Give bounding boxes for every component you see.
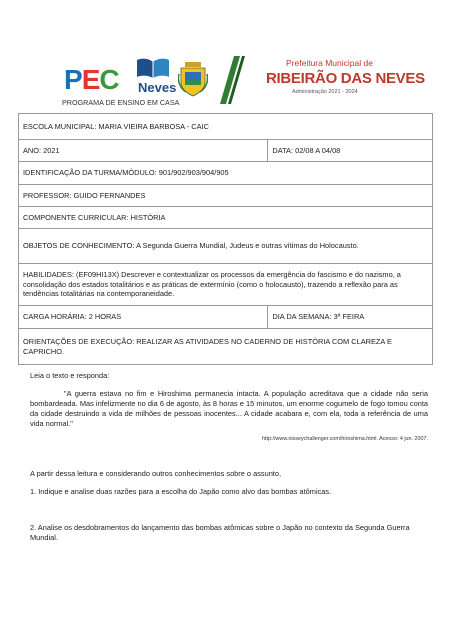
question-1: 1. Indique e analise duas razões para a escolha do Japão como alvo das bombas atômicas.: [30, 487, 332, 497]
quote-source: http://www.nisseychallenger.com/hiroshima.html. Acesso: 4 jun. 2007.: [262, 435, 428, 442]
professor-cell: PROFESSOR: GUIDO FERNANDES: [19, 185, 433, 207]
school-info-table: [18, 113, 433, 365]
row-carga-dia: [19, 306, 433, 329]
carga-cell: CARGA HORÁRIA: 2 HORAS: [19, 306, 268, 329]
divider-slash-icon: [218, 56, 246, 104]
pec-letter-p: P: [64, 64, 82, 95]
orientacoes-cell: ORIENTAÇÕES DE EXECUÇÃO: REALIZAR AS ATIVIDADES NO CADERNO DE HISTÓRIA COM CLAREZA E CAPRICHO.: [19, 329, 433, 365]
reading-section: [30, 371, 428, 543]
city-crest-icon: [178, 62, 208, 98]
row-turma: [19, 162, 433, 185]
reading-instruction: Leia o texto e responda:: [30, 371, 110, 380]
open-book-icon: [136, 57, 170, 79]
data-cell: DATA: 02/08 A 04/08: [268, 140, 433, 162]
row-ano-data: [19, 140, 433, 162]
row-orientacoes: [19, 329, 433, 365]
prefeitura-city: RIBEIRÃO DAS NEVES: [266, 70, 425, 87]
questions-intro: A partir dessa leitura e considerando outros conhecimentos sobre o assunto,: [30, 469, 282, 479]
escola-cell: ESCOLA MUNICIPAL: MARIA VIEIRA BARBOSA - CAIC: [19, 114, 433, 140]
pec-subtitle: PROGRAMA DE ENSINO EM CASA: [62, 98, 180, 107]
dia-cell: DIA DA SEMANA: 3ª FEIRA: [268, 306, 433, 329]
row-habilidades: [19, 264, 433, 306]
hiroshima-quote: "A guerra estava no fim e Hiroshima permanecia intacta. A população acreditava que a cidade não seria bombardeada. Mas infelizmente no dia 6 de agosto, às 8 horas e 15 minutos, um enorme cogumelo de fogo tomou conta da cidade destruindo a vida de milhões de pessoas inocentes... A cidade acabara e, com ela, toda a referência de uma vida normal.": [30, 388, 428, 428]
pec-letter-c: C: [99, 64, 119, 95]
pec-letter-e: E: [81, 64, 100, 95]
prefeitura-admin: Administração 2021 - 2024: [292, 89, 358, 95]
ano-cell: ANO: 2021: [19, 140, 268, 162]
habilidades-cell: HABILIDADES: (EF09HI13X) Descrever e contextualizar os processos da emergência do fascismo e do nazismo, a consolidação dos estados totalitários e as práticas de extermínio (como o holocausto), trazendo a reflexão para as tendências totalitárias na contemporaneidade.: [19, 264, 433, 306]
objetos-cell: OBJETOS DE CONHECIMENTO: A Segunda Guerra Mundial, Judeus e outras vítimas do Holocausto.: [19, 229, 433, 264]
pec-wordmark: [64, 66, 119, 94]
question-2: 2. Analise os desdobramentos do lançamento das bombas atômicas sobre o Japão no contexto da Segunda Guerra Mundial.: [30, 523, 410, 543]
row-escola: [19, 114, 433, 140]
pec-neves-word: Neves: [138, 80, 177, 95]
row-componente: [19, 207, 433, 229]
turma-cell: IDENTIFICAÇÃO DA TURMA/MÓDULO: 901/902/903/904/905: [19, 162, 433, 185]
row-objetos: [19, 229, 433, 264]
componente-cell: COMPONENTE CURRICULAR: HISTÓRIA: [19, 207, 433, 229]
document-header: [0, 0, 452, 112]
prefeitura-label: Prefeitura Municipal de: [286, 58, 373, 68]
row-professor: [19, 185, 433, 207]
